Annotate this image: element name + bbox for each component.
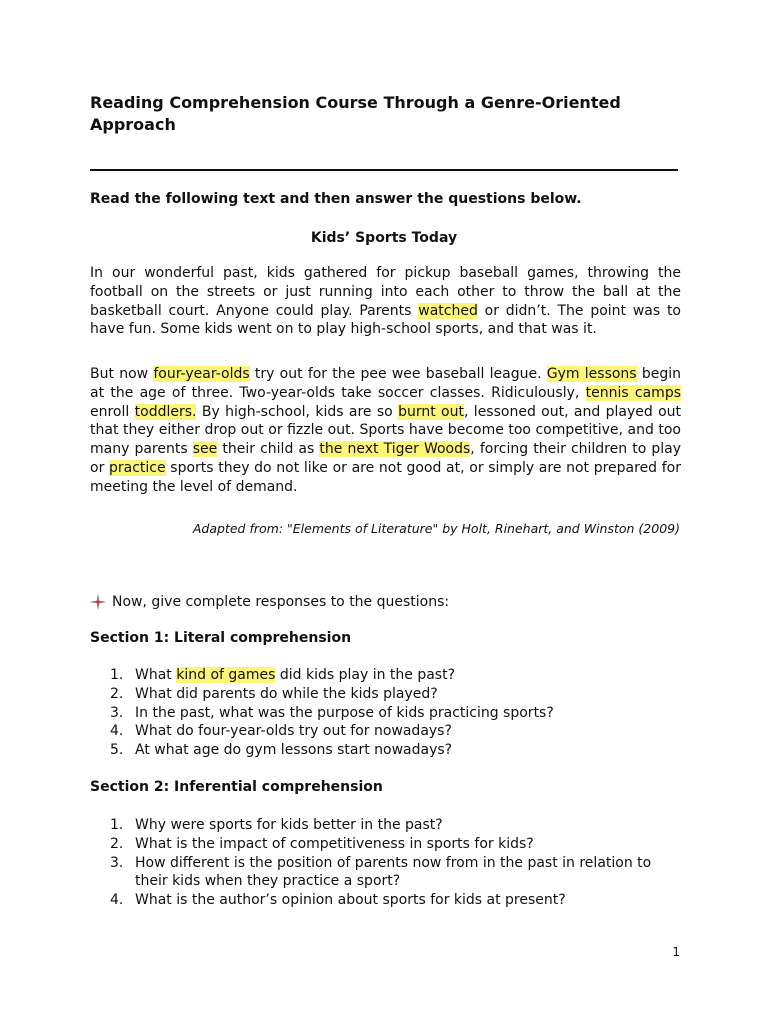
highlighted-word: tennis camps xyxy=(585,384,682,401)
question-item xyxy=(110,741,685,760)
question-text: In the past, what was the purpose of kids practicing sports? xyxy=(135,704,554,721)
question-number: 4. xyxy=(110,892,124,909)
paragraph-text: enroll xyxy=(90,403,135,420)
story-title: Kids’ Sports Today xyxy=(310,230,458,246)
question-number: 4. xyxy=(110,723,124,740)
paragraph-text: In our wonderful past, kids gathered for pickup baseball games, throwing the football on the streets or just running into each other to throw the ball at the basketball court. Anyone could play. Parents xyxy=(90,265,681,319)
question-number: 1. xyxy=(110,817,124,833)
four-point-star-bullet-icon xyxy=(90,594,106,610)
question-item xyxy=(110,816,685,835)
paragraph-text: their child as xyxy=(217,441,320,458)
question-text-part: did kids play in the past? xyxy=(275,667,456,683)
question-item xyxy=(110,685,685,704)
question-item xyxy=(110,704,685,723)
highlighted-word: watched xyxy=(418,302,478,319)
questions-prompt xyxy=(90,592,449,612)
paragraph-text: But now xyxy=(90,366,154,382)
highlighted-word: practice xyxy=(109,459,166,476)
paragraph-text: try out for the pee wee baseball league. xyxy=(249,366,547,382)
question-text: What do four-year-olds try out for nowadays? xyxy=(135,723,452,740)
highlighted-word: toddlers. xyxy=(134,403,197,420)
question-number: 3. xyxy=(110,704,124,721)
question-text: What is the author’s opinion about sports for kids at present? xyxy=(135,892,566,909)
paragraph-text: begin at the age of three. Two-year-olds take soccer classes. Ridiculously, xyxy=(90,366,681,401)
paragraph-text: By high-school, kids are so xyxy=(196,403,399,420)
question-number: 2. xyxy=(110,685,124,702)
paragraph-text: , lessoned out, and played out that they either drop out or fizzle out. Sports have become too competitive, and too many parents xyxy=(90,403,682,458)
question-item xyxy=(110,854,685,892)
highlighted-word: the next Tiger Woods xyxy=(319,441,471,458)
section-1-heading: Section 1: Literal comprehension xyxy=(90,630,352,646)
document-title: Reading Comprehension Course Through a Genre-Oriented Approach xyxy=(90,93,621,134)
section-2-questions xyxy=(110,816,685,910)
question-text: Why were sports for kids better in the past? xyxy=(135,817,443,833)
question-number: 3. xyxy=(110,854,124,871)
highlighted-word: see xyxy=(192,441,218,458)
question-item xyxy=(110,666,685,685)
question-number: 2. xyxy=(110,835,124,852)
question-text: How different is the position of parents now from in the past in relation to their kids when they practice a sport? xyxy=(135,854,652,890)
question-text-part: What xyxy=(135,667,177,683)
question-text xyxy=(135,666,685,685)
story-paragraph-2 xyxy=(90,365,681,497)
source-citation: Adapted from: "Elements of Literature" by Holt, Rinehart, and Winston (2009) xyxy=(192,521,680,536)
question-number: 5. xyxy=(110,742,124,759)
highlighted-word: Gym lessons xyxy=(546,366,637,382)
question-text: What did parents do while the kids played? xyxy=(135,685,438,702)
section-1-questions xyxy=(110,666,685,760)
question-text: At what age do gym lessons start nowadays? xyxy=(135,742,453,759)
highlighted-word: kind of games xyxy=(176,667,276,683)
question-item xyxy=(110,835,685,854)
question-item xyxy=(110,722,685,741)
paragraph-text: , forcing their children to play or xyxy=(90,441,681,476)
question-item xyxy=(110,891,685,910)
question-text: What is the impact of competitiveness in sports for kids? xyxy=(135,835,534,852)
title-divider xyxy=(90,169,678,171)
highlighted-word: four-year-olds xyxy=(153,366,250,382)
highlighted-word: burnt out xyxy=(398,403,464,420)
question-number: 1. xyxy=(110,667,124,683)
page-number: 1 xyxy=(672,945,680,959)
story-paragraph-1 xyxy=(90,264,681,339)
paragraph-text: sports they do not like or are not good at, or simply are not prepared for meeting the level of demand. xyxy=(90,459,681,495)
prompt-text: Now, give complete responses to the questions: xyxy=(112,594,450,610)
section-2-heading: Section 2: Inferential comprehension xyxy=(90,779,383,795)
paragraph-text: or didn’t. The point was to have fun. Some kids went on to play high-school sports, and that was it. xyxy=(90,302,681,338)
reading-instruction: Read the following text and then answer the questions below. xyxy=(90,191,582,207)
